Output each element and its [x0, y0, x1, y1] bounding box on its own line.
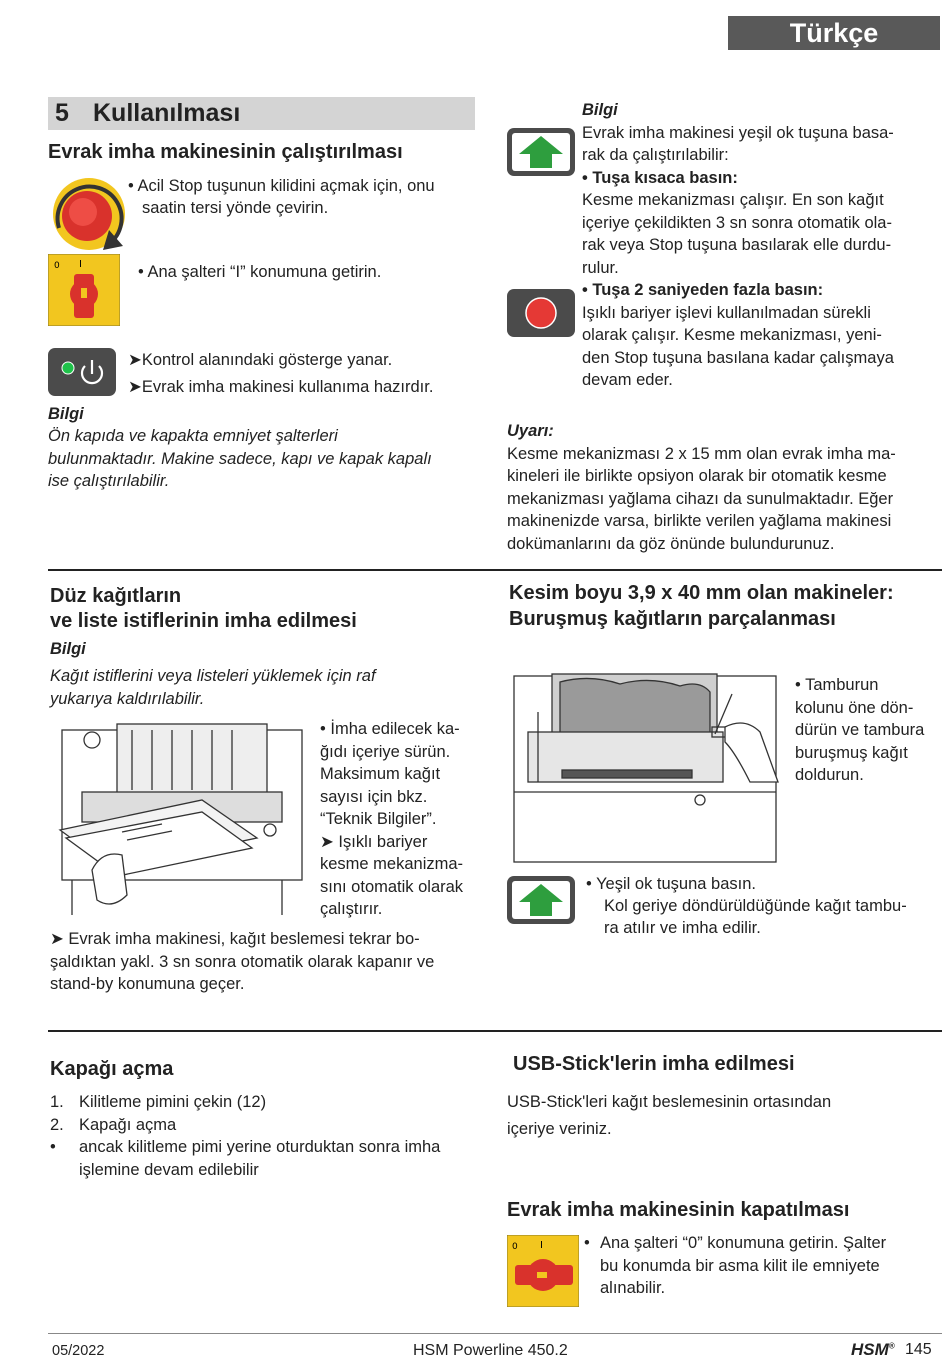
right-info-line: rak da çalıştırılabilir:	[582, 146, 729, 164]
short-press-title: • Tuşa kısaca basın:	[582, 168, 738, 187]
footer-date: 05/2022	[52, 1343, 105, 1359]
lid-item-marker: •	[50, 1138, 56, 1156]
info-line: Ön kapıda ve kapakta emniyet şalterleri	[48, 427, 338, 445]
usb-title: USB-Stick'lerin imha edilmesi	[513, 1053, 795, 1075]
long-press-line: olarak çalışır. Kesme mekanizması, yeni-	[582, 326, 882, 344]
crumpled-press-2: Kol geriye döndürüldüğünde kağıt tambu-	[604, 897, 907, 915]
info-line: ise çalıştırılabilir.	[48, 472, 170, 490]
lid-item-text: ancak kilitleme pimi yerine oturduktan sonra imha	[79, 1138, 441, 1156]
flat-result-line: ➤ Evrak imha makinesi, kağıt beslemesi tekrar bo-	[50, 930, 420, 948]
stop-button-icon	[507, 289, 575, 337]
flat-step-line: Maksimum kağıt	[320, 765, 441, 783]
flat-step-line: çalıştırır.	[320, 900, 383, 918]
brand-logo: HSM®	[851, 1340, 895, 1359]
usb-line-1: USB-Stick'leri kağıt beslemesinin ortasından	[507, 1093, 832, 1111]
warning-block	[507, 420, 896, 555]
short-press-line: içeriye çekildikten 3 sn sonra otomatik ola-	[582, 213, 892, 232]
lid-title: Kapağı açma	[50, 1058, 174, 1080]
lid-item	[50, 1091, 490, 1114]
result-text-1: ➤Kontrol alanındaki gösterge yanar.	[128, 351, 393, 369]
flat-step-line: sayısı için bkz.	[320, 787, 428, 806]
shutdown-bullet: •	[584, 1234, 590, 1252]
warning-line: makinenizde varsa, birlikte verilen yağlama makinesi	[507, 512, 892, 530]
shutdown-text	[600, 1232, 886, 1300]
crumpled-step-line: doldurun.	[795, 766, 864, 784]
brand-logo-text: HSM	[851, 1340, 889, 1359]
warning-line: mekanizması yağlama cihazı da sunulmaktadır. Eğer	[507, 489, 894, 508]
section-number: 5	[55, 99, 69, 127]
flat-info-label: Bilgi	[50, 640, 86, 658]
right-info-line: Evrak imha makinesi yeşil ok tuşuna basa-	[582, 123, 894, 142]
flat-step-line: ➤ Işıklı bariyer	[320, 832, 428, 851]
right-info-label: Bilgi	[582, 101, 618, 119]
flat-step-line: sını otomatik olarak	[320, 877, 464, 896]
lid-item	[50, 1159, 490, 1182]
lid-item-marker: 1.	[50, 1093, 64, 1111]
shutdown-line: bu konumda bir asma kilit ile emniyete	[600, 1256, 880, 1275]
flat-paper-title-1: Düz kağıtların	[50, 585, 182, 607]
shutdown-line: Ana şalteri “0” konumuna getirin. Şalter	[600, 1234, 887, 1252]
flat-result-line: stand-by konumuna geçer.	[50, 975, 245, 993]
lid-item-text: işlemine devam edilebilir	[79, 1160, 259, 1179]
lid-item	[50, 1136, 490, 1159]
language-tab: Türkçe	[728, 16, 940, 50]
crumpled-title-2: Buruşmuş kağıtların parçalanması	[509, 608, 836, 630]
shutdown-title: Evrak imha makinesinin kapatılması	[507, 1199, 850, 1221]
flat-steps	[320, 718, 463, 921]
flat-info-text	[50, 665, 376, 710]
result-text-2: ➤Evrak imha makinesi kullanıma hazırdır.	[128, 378, 434, 396]
warning-line: kineleri ile birlikte opsiyon olarak bir otomatik kesme	[507, 467, 887, 485]
warning-line: dokümanlarını da göz önünde bulundurunuz.	[507, 534, 835, 553]
switch-text: • Ana şalteri “I” konumuna getirin.	[138, 263, 382, 281]
start-info-label: Bilgi	[48, 405, 84, 423]
flat-step-line: ğıdı içeriye sürün.	[320, 742, 451, 761]
crumpled-press-3: ra atılır ve imha edilir.	[604, 919, 761, 937]
flat-paper-title-2: ve liste istiflerinin imha edilmesi	[50, 610, 357, 632]
start-info-text	[48, 425, 432, 493]
lid-item	[50, 1114, 490, 1137]
lid-list	[50, 1091, 490, 1181]
warning-line: Kesme mekanizması 2 x 15 mm olan evrak imha ma-	[507, 444, 896, 463]
estop-text-1: • Acil Stop tuşunun kilidini açmak için, onu	[128, 177, 435, 195]
lid-item-text: Kilitleme pimini çekin (12)	[79, 1093, 267, 1111]
flat-step-line: kesme mekanizma-	[320, 855, 464, 873]
crumpled-steps	[795, 674, 924, 787]
section-heading	[48, 97, 475, 130]
drum-illustration	[510, 672, 785, 864]
lid-item-marker	[50, 1159, 79, 1182]
divider	[48, 569, 942, 571]
start-title: Evrak imha makinesinin çalıştırılması	[48, 141, 403, 163]
crumpled-step-line: • Tamburun	[795, 676, 879, 694]
long-press-line: Işıklı bariyer işlevi kullanılmadan sürekli	[582, 303, 871, 322]
long-press-title: • Tuşa 2 saniyeden fazla basın:	[582, 281, 824, 299]
svg-text:0: 0	[54, 261, 60, 271]
flat-info-line: Kağıt istiflerini veya listeleri yüklemek için raf	[50, 667, 376, 685]
crumpled-step-line: kolunu öne dön-	[795, 698, 914, 717]
long-press-line: den Stop tuşuna basılana kadar çalışmaya	[582, 348, 894, 367]
usb-line-2: içeriye veriniz.	[507, 1120, 612, 1138]
flat-result	[50, 928, 434, 996]
flat-step-line: • İmha edilecek ka-	[320, 720, 460, 738]
long-press-line: devam eder.	[582, 371, 673, 389]
short-press-line: Kesme mekanizması çalışır. En son kağıt	[582, 191, 884, 209]
flat-result-line: şaldıktan yakl. 3 sn sonra otomatik olarak kapanır ve	[50, 952, 435, 971]
short-press-line: rulur.	[582, 258, 619, 277]
paper-feed-illustration	[52, 720, 312, 915]
flat-info-line: yukarıya kaldırılabilir.	[50, 689, 205, 708]
main-switch-icon	[48, 254, 120, 326]
svg-text:I: I	[79, 259, 82, 270]
section-title: Kullanılması	[93, 99, 241, 127]
shutdown-line: alınabilir.	[600, 1279, 666, 1297]
crumpled-step-line: buruşmuş kağıt	[795, 743, 908, 762]
main-switch-off-icon	[507, 1235, 579, 1307]
crumpled-press-1: • Yeşil ok tuşuna basın.	[586, 875, 756, 893]
green-arrow-button-icon	[507, 876, 575, 924]
svg-text:I: I	[540, 1240, 543, 1251]
power-indicator-icon	[48, 348, 116, 396]
footer-model: HSM Powerline 450.2	[413, 1342, 568, 1359]
info-line: bulunmaktadır. Makine sadece, kapı ve kapak kapalı	[48, 449, 432, 468]
lid-item-text: Kapağı açma	[79, 1115, 177, 1134]
green-arrow-button-icon	[507, 128, 575, 176]
right-info	[582, 99, 894, 392]
divider	[48, 1030, 942, 1032]
footer-rule	[48, 1333, 942, 1334]
estop-text-2: saatin tersi yönde çevirin.	[142, 199, 329, 217]
crumpled-step-line: dürün ve tambura	[795, 721, 925, 739]
flat-step-line: “Teknik Bilgiler”.	[320, 810, 437, 828]
short-press-line: rak veya Stop tuşuna basılarak elle durdu-	[582, 236, 892, 254]
svg-text:0: 0	[512, 1242, 518, 1252]
warning-label: Uyarı:	[507, 422, 554, 440]
footer-page-number: 145	[905, 1341, 932, 1358]
lid-item-marker: 2.	[50, 1115, 64, 1134]
crumpled-title-1: Kesim boyu 3,9 x 40 mm olan makineler:	[509, 582, 894, 604]
emergency-stop-icon	[49, 176, 129, 252]
